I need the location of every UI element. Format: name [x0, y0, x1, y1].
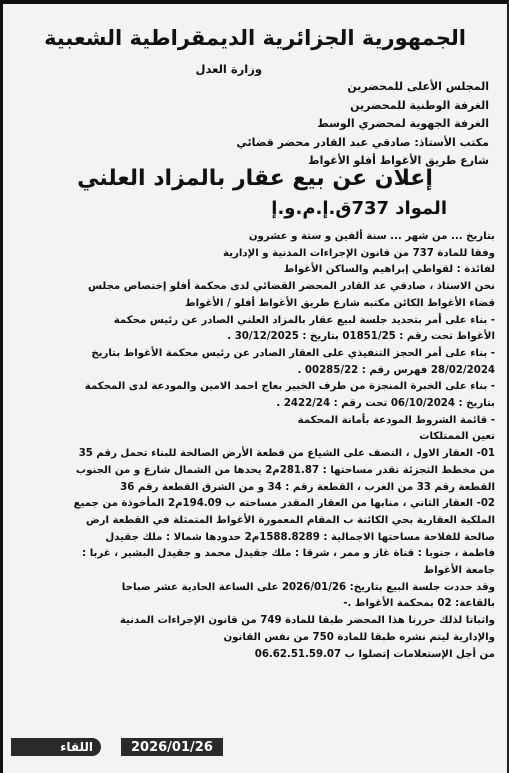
newspaper-logo: اللقاء	[11, 738, 101, 756]
announcement-title: إعلان عن بيع عقار بالمزاد العلني	[77, 166, 433, 191]
body-line: لفائدة : لقواطي إبراهيم والساكن الأغواط	[283, 264, 495, 276]
body-line: وقد حددت جلسة البيع بتاريخ: 2026/01/26 على الساعة الحادية عشر صباحا	[121, 581, 495, 593]
body-line: الملكية العقارية بحي الكائنة ب المقام المعمورة الأغواط المتمثلة في القطعة ارض	[85, 514, 495, 526]
republic-header: الجمهورية الجزائرية الديمقراطية الشعبية	[44, 26, 466, 50]
body-line: - بناء على الخبرة المنجزة من طرف الخبير بعاج احمد الامين والمودعة لدى المحكمة	[84, 381, 495, 393]
office-line: الغرفة الجهوية لمحضري الوسط	[317, 117, 489, 130]
body-line: القطعة رقم 33 من الغرب ، القطعة رقم : 34 و من الشرق القطعة رقم 36	[120, 481, 495, 493]
body-line: فاطمة ، جنوبا : قناة غاز و ممر ، شرقا : ملك جقيدل محمد و جقيدل البشير ، غربا :	[82, 548, 495, 560]
body-line: من مخطط التجزئة تقدر مساحتها : 281.87م2 يحدها من الشمال شارع و من الجنوب	[75, 464, 495, 476]
ministry-name: وزارة العدل	[195, 62, 262, 76]
body-line: واثباتا لذلك حررنا هذا المحضر طبقا للمادة 749 من قانون الإجراءات المدنية	[119, 615, 495, 627]
body-line: 28/02/2024 فهرس رقم : 00285/22 .	[297, 364, 495, 376]
body-line: الأغواط تحت رقم : 01851/25 بتاريخ : 30/12/2025 .	[227, 331, 495, 343]
office-line: المجلس الأعلى للمحضرين	[347, 80, 489, 93]
body-line: تعين الممتلكات	[419, 431, 495, 443]
body-line: قضاء الأغواط الكائن مكتبه شارع طريق الأغواط أفلو / الأغواط	[185, 297, 495, 309]
body-line: بتاريخ : 06/10/2024 تحت رقم : 2422/24 .	[276, 398, 495, 410]
body-line: 02- العقار الثاني ، منابها من العقار المقدر مساحته ب 194.09م2 المأخوذة من جميع	[73, 498, 495, 510]
office-line: الغرفة الوطنية للمحضرين	[350, 98, 489, 112]
body-line: بتاريخ ... من شهر ... سنة ألفين و ستة و عشرون	[248, 231, 495, 242]
notice-body	[10, 229, 495, 663]
publication-date: 2026/01/26	[121, 738, 223, 756]
body-line: وفقا للمادة 737 من قانون الإجراءات المدنية و الإدارية	[223, 247, 495, 259]
office-block	[19, 78, 489, 171]
body-line: 01- العقار الاول ، النصف على الشياع من قطعة الأرض الصالحة للبناء تحمل رقم 35	[78, 448, 495, 460]
body-line: والإدارية ليتم نشره طبقا للمادة 750 من نفس القانون	[223, 631, 495, 643]
body-line: - بناء على أمر بتحديد جلسة لبيع عقار بالمزاد العلني الصادر عن رئيس محكمة	[113, 314, 495, 326]
body-line: جامعة الأغواط	[423, 565, 495, 577]
body-line: بالقاعة: 02 بمحكمة الأغواط .-	[343, 598, 495, 610]
body-line: - بناء على أمر الحجز التنفيذي على العقار الصادر عن رئيس محكمة الأغواط بتاريخ	[91, 347, 495, 359]
office-line: مكتب الأستاذ: صادقي عبد القادر محضر قضائي	[236, 135, 489, 149]
newspaper-footer	[11, 737, 281, 757]
announcement-articles: المواد 737ق.إ.م.و.إ	[271, 198, 447, 219]
body-line: صالحة للفلاحة مساحتها الاجمالية : 1588.8289م2 حدودها شمالا : ملك جقيدل	[105, 531, 495, 543]
body-line: - قائمة الشروط المودعة بأمانة المحكمة	[297, 414, 495, 426]
office-line: شارع طريق الأغواط أفلو الأغواط	[308, 154, 489, 167]
body-line: نحن الاستاذ ، صادقي عد القادر المحضر القضائي لدى محكمة أفلو إختصاص مجلس	[88, 281, 495, 293]
body-line: من أجل الإستعلامات إتصلوا ب 06.62.51.59.07	[254, 648, 495, 660]
